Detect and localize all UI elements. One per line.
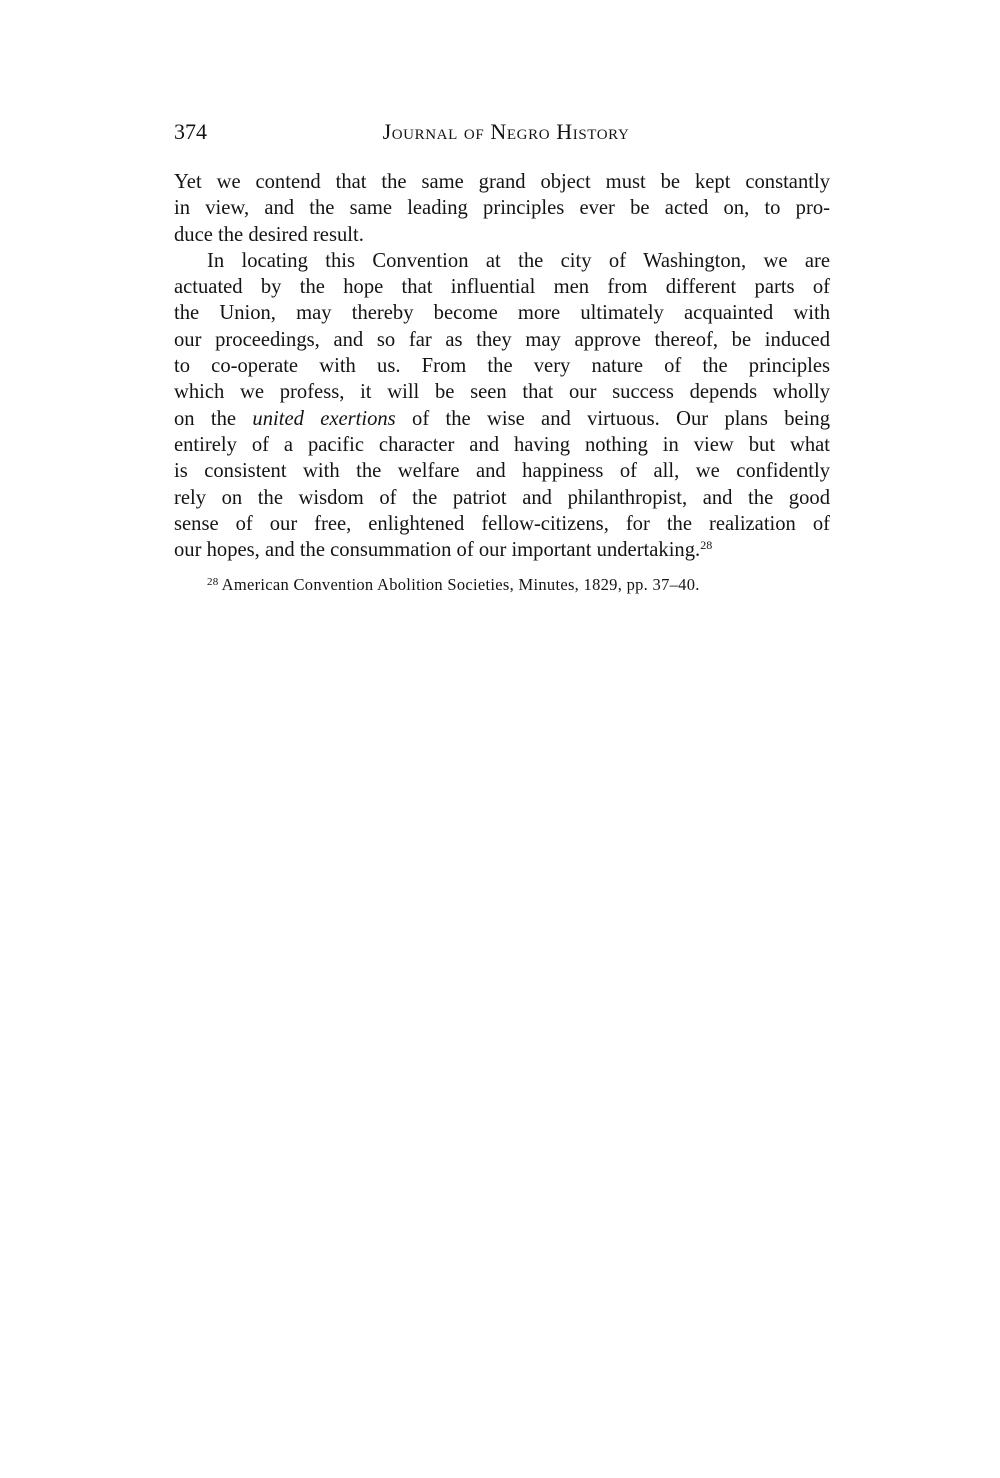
paragraph-2-line-5: to co-operate with us. From the very nature of the principles [174,355,830,378]
paragraph-2-line-2: actuated by the hope that influential men from different parts of [174,276,830,299]
paragraph-2-line-7 [174,406,830,432]
page-number: 374 [174,119,207,144]
paragraph-2-line-9: is consistent with the welfare and happiness of all, we confidently [174,460,830,483]
paragraph-2-line-11: sense of our free, enlightened fellow-citizens, for the realization of [174,512,830,535]
footnote-reference: 28 [700,538,713,553]
body-text [174,169,830,563]
paragraph-2-line-6: which we profess, it will be seen that our success depends wholly [174,381,830,404]
paragraph-2-line-1: In locating this Convention at the city of Washington, we are [207,249,830,272]
paragraph-2-line-10: rely on the wisdom of the patriot and philanthropist, and the good [174,486,830,509]
journal-title: Journal of Negro History [382,119,630,144]
footnote [207,574,830,596]
line-7-after: of the wise and virtuous. Our plans being [395,407,830,430]
last-line-text: our hopes, and the consummation of our important undertaking. [174,539,701,562]
paragraph-1-line-3: duce the desired result. [174,223,364,246]
footnote-text: American Convention Abolition Societies, Minutes, 1829, pp. 37–40. [221,575,700,594]
running-head [174,118,830,148]
paragraph-1-line-1: Yet we contend that the same grand object must be kept constantly [174,171,830,193]
italic-phrase: united exertions [252,407,396,430]
paragraph-1-line-2: in view, and the same leading principles ever be acted on, to pro- [174,197,830,220]
line-7-before: on the [174,407,253,430]
paragraph-2-line-8: entirely of a pacific character and having nothing in view but what [174,433,830,456]
paragraph-2-line-4: our proceedings, and so far as they may approve thereof, be induced [174,328,830,351]
footnote-number: 28 [207,576,219,588]
paragraph-2-line-3: the Union, may thereby become more ultimately acquainted with [174,302,830,325]
paragraph-2-line-12 [174,537,830,563]
